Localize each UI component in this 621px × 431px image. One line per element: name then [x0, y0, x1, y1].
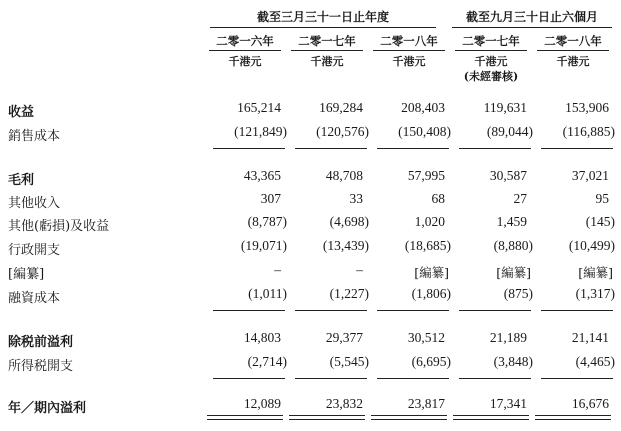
- column-underline: [537, 50, 609, 51]
- cell-value: 14,803: [243, 330, 281, 345]
- cell-value: (89,044): [486, 124, 533, 139]
- subtotal-rule: [541, 378, 613, 379]
- cell-value: 165,214: [237, 100, 281, 115]
- total-double-rule: [371, 415, 447, 420]
- cell-value: 57,995: [407, 168, 445, 183]
- total-double-rule: [535, 415, 611, 420]
- cell-value: 1,459: [496, 214, 527, 229]
- cell-value: 12,089: [243, 396, 281, 411]
- subtotal-rule: [213, 378, 285, 379]
- cell-value: (19,071): [240, 238, 287, 253]
- column-unaudited-note: (未經審核): [463, 70, 519, 83]
- column-unit: 千港元: [392, 55, 426, 68]
- column-unit: 千港元: [474, 55, 508, 68]
- row-label-cost-of-sales: 銷售成本: [8, 129, 61, 144]
- column-year: 二零一八年: [380, 34, 438, 48]
- column-underline: [209, 50, 281, 51]
- subtotal-rule: [295, 378, 367, 379]
- cell-value: (3,848): [493, 354, 533, 369]
- cell-value: [編纂]: [578, 265, 613, 280]
- cell-value: (8,880): [493, 238, 533, 253]
- subtotal-rule: [377, 378, 449, 379]
- subtotal-rule: [295, 148, 367, 149]
- subtotal-rule: [541, 310, 613, 311]
- period-group-year-header: 截至三月三十一日止年度: [256, 10, 389, 24]
- cell-value: 33: [349, 191, 363, 206]
- cell-value: (5,545): [329, 354, 369, 369]
- cell-value: 68: [431, 191, 445, 206]
- cell-value: 119,631: [483, 100, 527, 115]
- row-label-other-income: 其他收入: [8, 196, 61, 211]
- cell-value: (1,806): [411, 286, 451, 301]
- column-unit: 千港元: [310, 55, 344, 68]
- column-unit: 千港元: [556, 55, 590, 68]
- cell-value: 21,189: [489, 330, 527, 345]
- row-label-admin-expenses: 行政開支: [8, 243, 61, 258]
- column-year: 二零一七年: [462, 34, 520, 48]
- cell-value: 17,341: [489, 396, 527, 411]
- row-label-finance-costs: 融資成本: [8, 291, 61, 306]
- cell-value: 30,512: [407, 330, 445, 345]
- cell-value: 153,906: [565, 100, 609, 115]
- subtotal-rule: [213, 310, 285, 311]
- total-double-rule: [453, 415, 529, 420]
- cell-value: 48,708: [325, 168, 363, 183]
- cell-value: 23,832: [325, 396, 363, 411]
- cell-value: [編纂]: [496, 265, 531, 280]
- row-label-profit-for-period: 年／期內溢利: [8, 401, 87, 416]
- cell-value: 95: [595, 191, 609, 206]
- row-label-revenue: 收益: [8, 105, 35, 120]
- row-label-profit-before-tax: 除税前溢利: [8, 335, 74, 350]
- cell-value: (2,714): [247, 354, 287, 369]
- row-label-gross-profit: 毛利: [8, 173, 35, 188]
- row-label-income-tax: 所得税開支: [8, 359, 74, 374]
- column-underline: [291, 50, 363, 51]
- column-year: 二零一八年: [544, 34, 602, 48]
- cell-value: 21,141: [571, 330, 609, 345]
- cell-value: (150,408): [398, 124, 451, 139]
- cell-value: 208,403: [401, 100, 445, 115]
- cell-value: (4,465): [575, 354, 615, 369]
- subtotal-rule: [377, 148, 449, 149]
- column-year: 二零一六年: [216, 34, 274, 48]
- cell-value: (875): [503, 286, 533, 301]
- cell-value: (145): [585, 214, 615, 229]
- cell-value: 16,676: [571, 396, 609, 411]
- cell-value: 1,020: [414, 214, 445, 229]
- cell-value: 27: [513, 191, 527, 206]
- cell-value: 307: [260, 191, 281, 206]
- subtotal-rule: [459, 310, 531, 311]
- cell-value: (1,011): [248, 286, 287, 301]
- total-double-rule: [289, 415, 365, 420]
- cell-value: (1,227): [329, 286, 369, 301]
- cell-value: (8,787): [247, 214, 287, 229]
- column-year: 二零一七年: [298, 34, 356, 48]
- column-underline: [455, 50, 527, 51]
- subtotal-rule: [459, 148, 531, 149]
- cell-value: [編纂]: [414, 265, 449, 280]
- cell-value: (18,685): [404, 238, 451, 253]
- period-group-six-month-header: 截至九月三十日止六個月: [465, 10, 598, 24]
- cell-value: (6,695): [411, 354, 451, 369]
- cell-value: 23,817: [407, 396, 445, 411]
- cell-value: (13,439): [322, 238, 369, 253]
- cell-value: 30,587: [489, 168, 527, 183]
- cell-value: (4,698): [329, 214, 369, 229]
- subtotal-rule: [295, 310, 367, 311]
- cell-value: –: [274, 262, 281, 277]
- cell-value: 169,284: [319, 100, 363, 115]
- cell-value: –: [356, 262, 363, 277]
- subtotal-rule: [377, 310, 449, 311]
- cell-value: (116,885): [562, 124, 615, 139]
- cell-value: 37,021: [571, 168, 609, 183]
- column-underline: [373, 50, 445, 51]
- cell-value: (1,317): [575, 286, 615, 301]
- cell-value: (120,576): [316, 124, 369, 139]
- cell-value: 43,365: [243, 168, 281, 183]
- column-unit: 千港元: [228, 55, 262, 68]
- subtotal-rule: [541, 148, 613, 149]
- cell-value: 29,377: [325, 330, 363, 345]
- cell-value: (10,499): [568, 238, 615, 253]
- row-label-redacted: [編纂]: [8, 267, 45, 282]
- subtotal-rule: [459, 378, 531, 379]
- group-underline: [452, 27, 612, 28]
- subtotal-rule: [213, 148, 285, 149]
- total-double-rule: [207, 415, 283, 420]
- row-label-other-losses-gains: 其他(虧損)及收益: [8, 219, 110, 234]
- cell-value: (121,849): [234, 124, 287, 139]
- group-underline: [210, 27, 436, 28]
